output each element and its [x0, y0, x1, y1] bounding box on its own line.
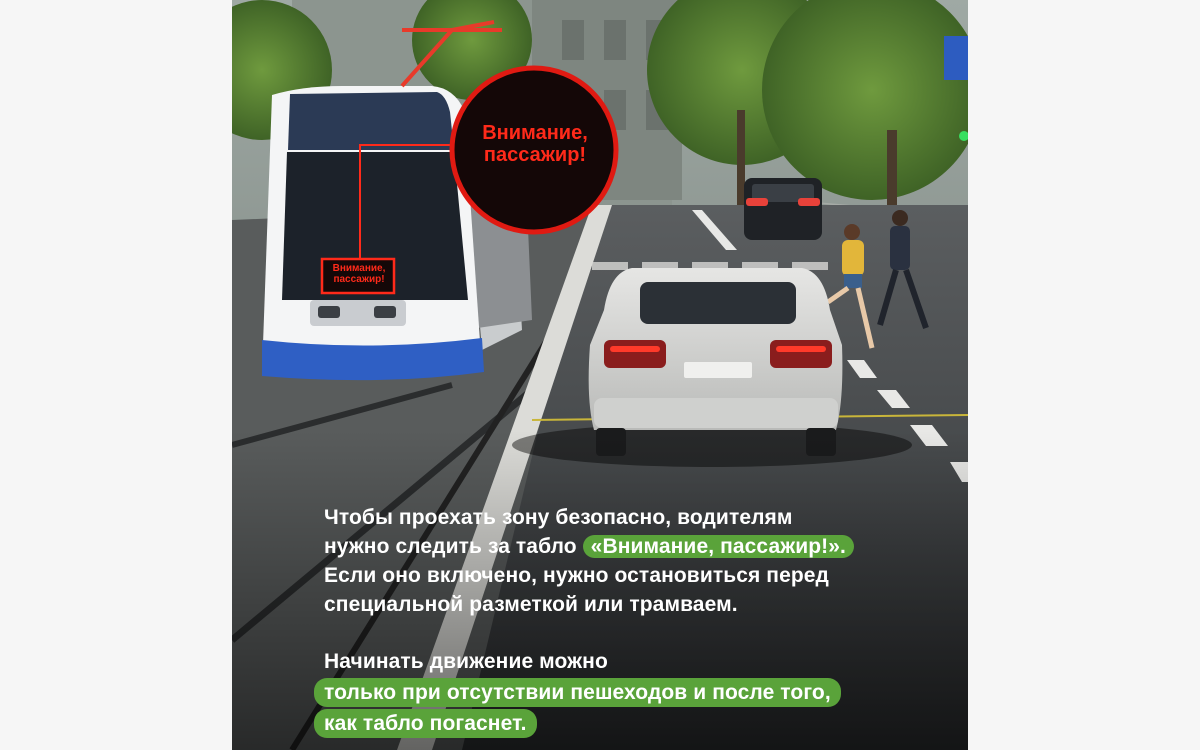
paragraph-1-line-1: Чтобы проехать зону безопасно, водителям [324, 506, 793, 529]
paragraph-1-line-4: специальной разметкой или трамваем. [324, 593, 738, 616]
tram-sign-line-1: Внимание, [332, 263, 386, 274]
zoomed-sign-text [470, 122, 600, 166]
paragraph-1-line-3: Если оно включено, нужно остановиться перед [324, 564, 829, 587]
highlight-sign-name: «Внимание, пассажир!». [583, 535, 854, 558]
line-2-text: нужно следить за табло [324, 535, 583, 558]
tram-sign-text [323, 263, 395, 285]
caption-text [324, 503, 944, 738]
highlight-line-3: как табло погаснет. [314, 709, 537, 738]
highlight-line-2: только при отсутствии пешеходов и после того, [314, 678, 841, 707]
paragraph-2-line-1: Начинать движение можно [324, 650, 608, 673]
sign-line-2: пассажир! [483, 144, 587, 166]
sign-line-1: Внимание, [482, 122, 588, 144]
tram-sign-line-2: пассажир! [333, 274, 385, 285]
paragraph-1-line-2 [324, 532, 944, 561]
